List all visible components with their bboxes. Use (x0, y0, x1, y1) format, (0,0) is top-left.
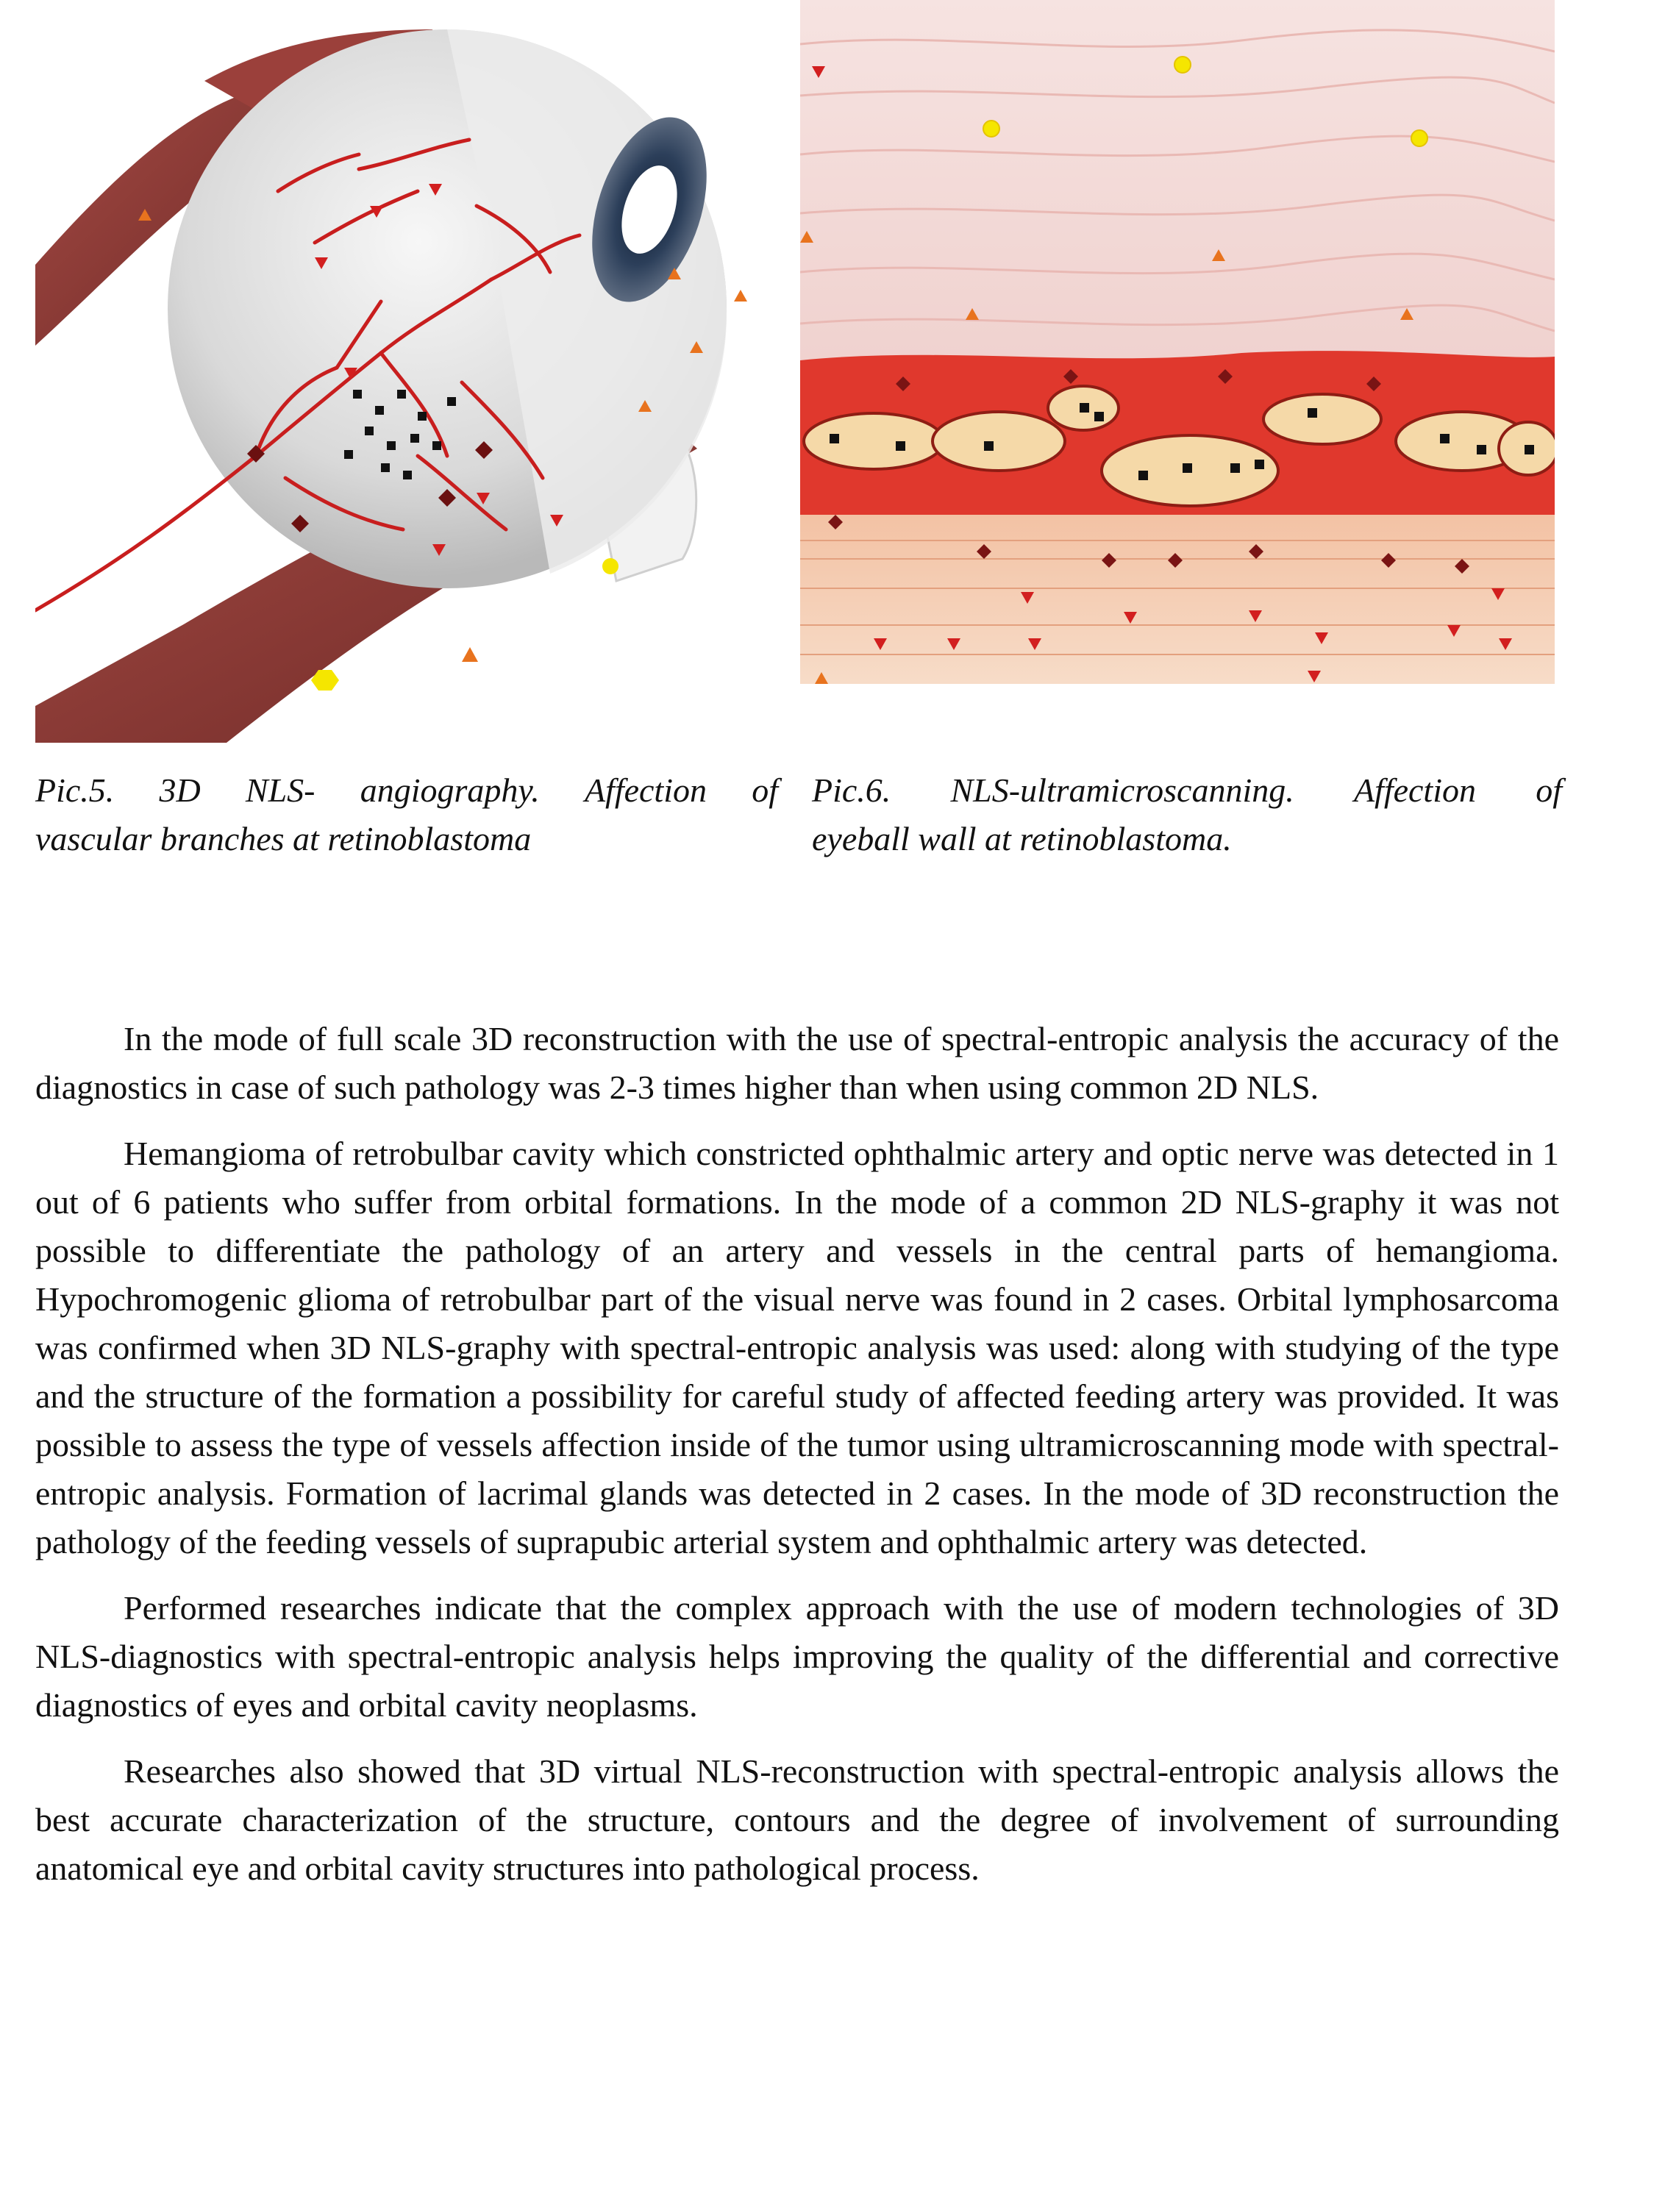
caption-word: of (752, 771, 778, 809)
caption-word: NLS-ultramicroscanning. (950, 771, 1294, 809)
caption-word: angiography. (360, 771, 540, 809)
body-text (35, 1015, 1559, 1910)
caption-word: NLS- (245, 771, 315, 809)
caption-word: Pic.6. (812, 771, 891, 809)
scan-bottom-margin (800, 684, 1555, 743)
figure-caption-pic6 (812, 766, 1562, 863)
caption-line-1 (35, 766, 778, 815)
figure-pic5-eyeball-angiography (35, 0, 771, 743)
paragraph: Hemangioma of retrobulbar cavity which constricted ophthalmic artery and optic nerve was detected in 1 out of 6 patients who suffer from orbital formations. In the mode of a common 2D NLS-graphy it was not possible to differentiate the pathology of an artery and vessels in the central parts of hemangioma. Hypochromogenic glioma of retrobulbar part of the visual nerve was found in 2 cases. Orbital lymphosarcoma was confirmed when 3D NLS-graphy with spectral-entropic analysis was used: along with studying of the type and the structure of the formation a possibility for careful study of affected feeding artery was provided. It was possible to assess the type of vessels affection inside of the tumor using ultramicroscanning mode with spectral-entropic analysis. Formation of lacrimal glands was detected in 2 cases. In the mode of 3D reconstruction the pathology of the feeding vessels of suprapubic arterial system and ophthalmic artery was detected. (35, 1135, 1559, 1560)
caption-word: 3D (159, 771, 201, 809)
caption-word: Affection (584, 771, 707, 809)
caption-line-1 (812, 766, 1562, 815)
eyeball-illustration (35, 0, 771, 743)
paragraph: Performed researches indicate that the complex approach with the use of modern technologies of 3D NLS-diagnostics with spectral-entropic analysis helps improving the quality of the differential and corrective diagnostics of eyes and orbital cavity neoplasms. (35, 1589, 1559, 1724)
caption-line-2: eyeball wall at retinoblastoma. (812, 820, 1232, 857)
paragraph: In the mode of full scale 3D reconstruction with the use of spectral-entropic analysis the accuracy of the diagnostics in case of such pathology was 2-3 times higher than when using common 2D NLS. (35, 1020, 1559, 1106)
caption-word: of (1536, 771, 1562, 809)
paragraph: Researches also showed that 3D virtual NLS-reconstruction with spectral-entropic analysis allows the best accurate characterization of the structure, contours and the degree of involvement of surrounding anatomical eye and orbital cavity structures into pathological process. (35, 1752, 1559, 1887)
tissue-cross-section (800, 0, 1555, 743)
figure-pic6-eyeball-wall-scan (800, 0, 1555, 743)
caption-word: Pic.5. (35, 771, 115, 809)
figure-caption-pic5 (35, 766, 778, 863)
caption-word: Affection (1353, 771, 1476, 809)
caption-line-2: vascular branches at retinoblastoma (35, 820, 532, 857)
